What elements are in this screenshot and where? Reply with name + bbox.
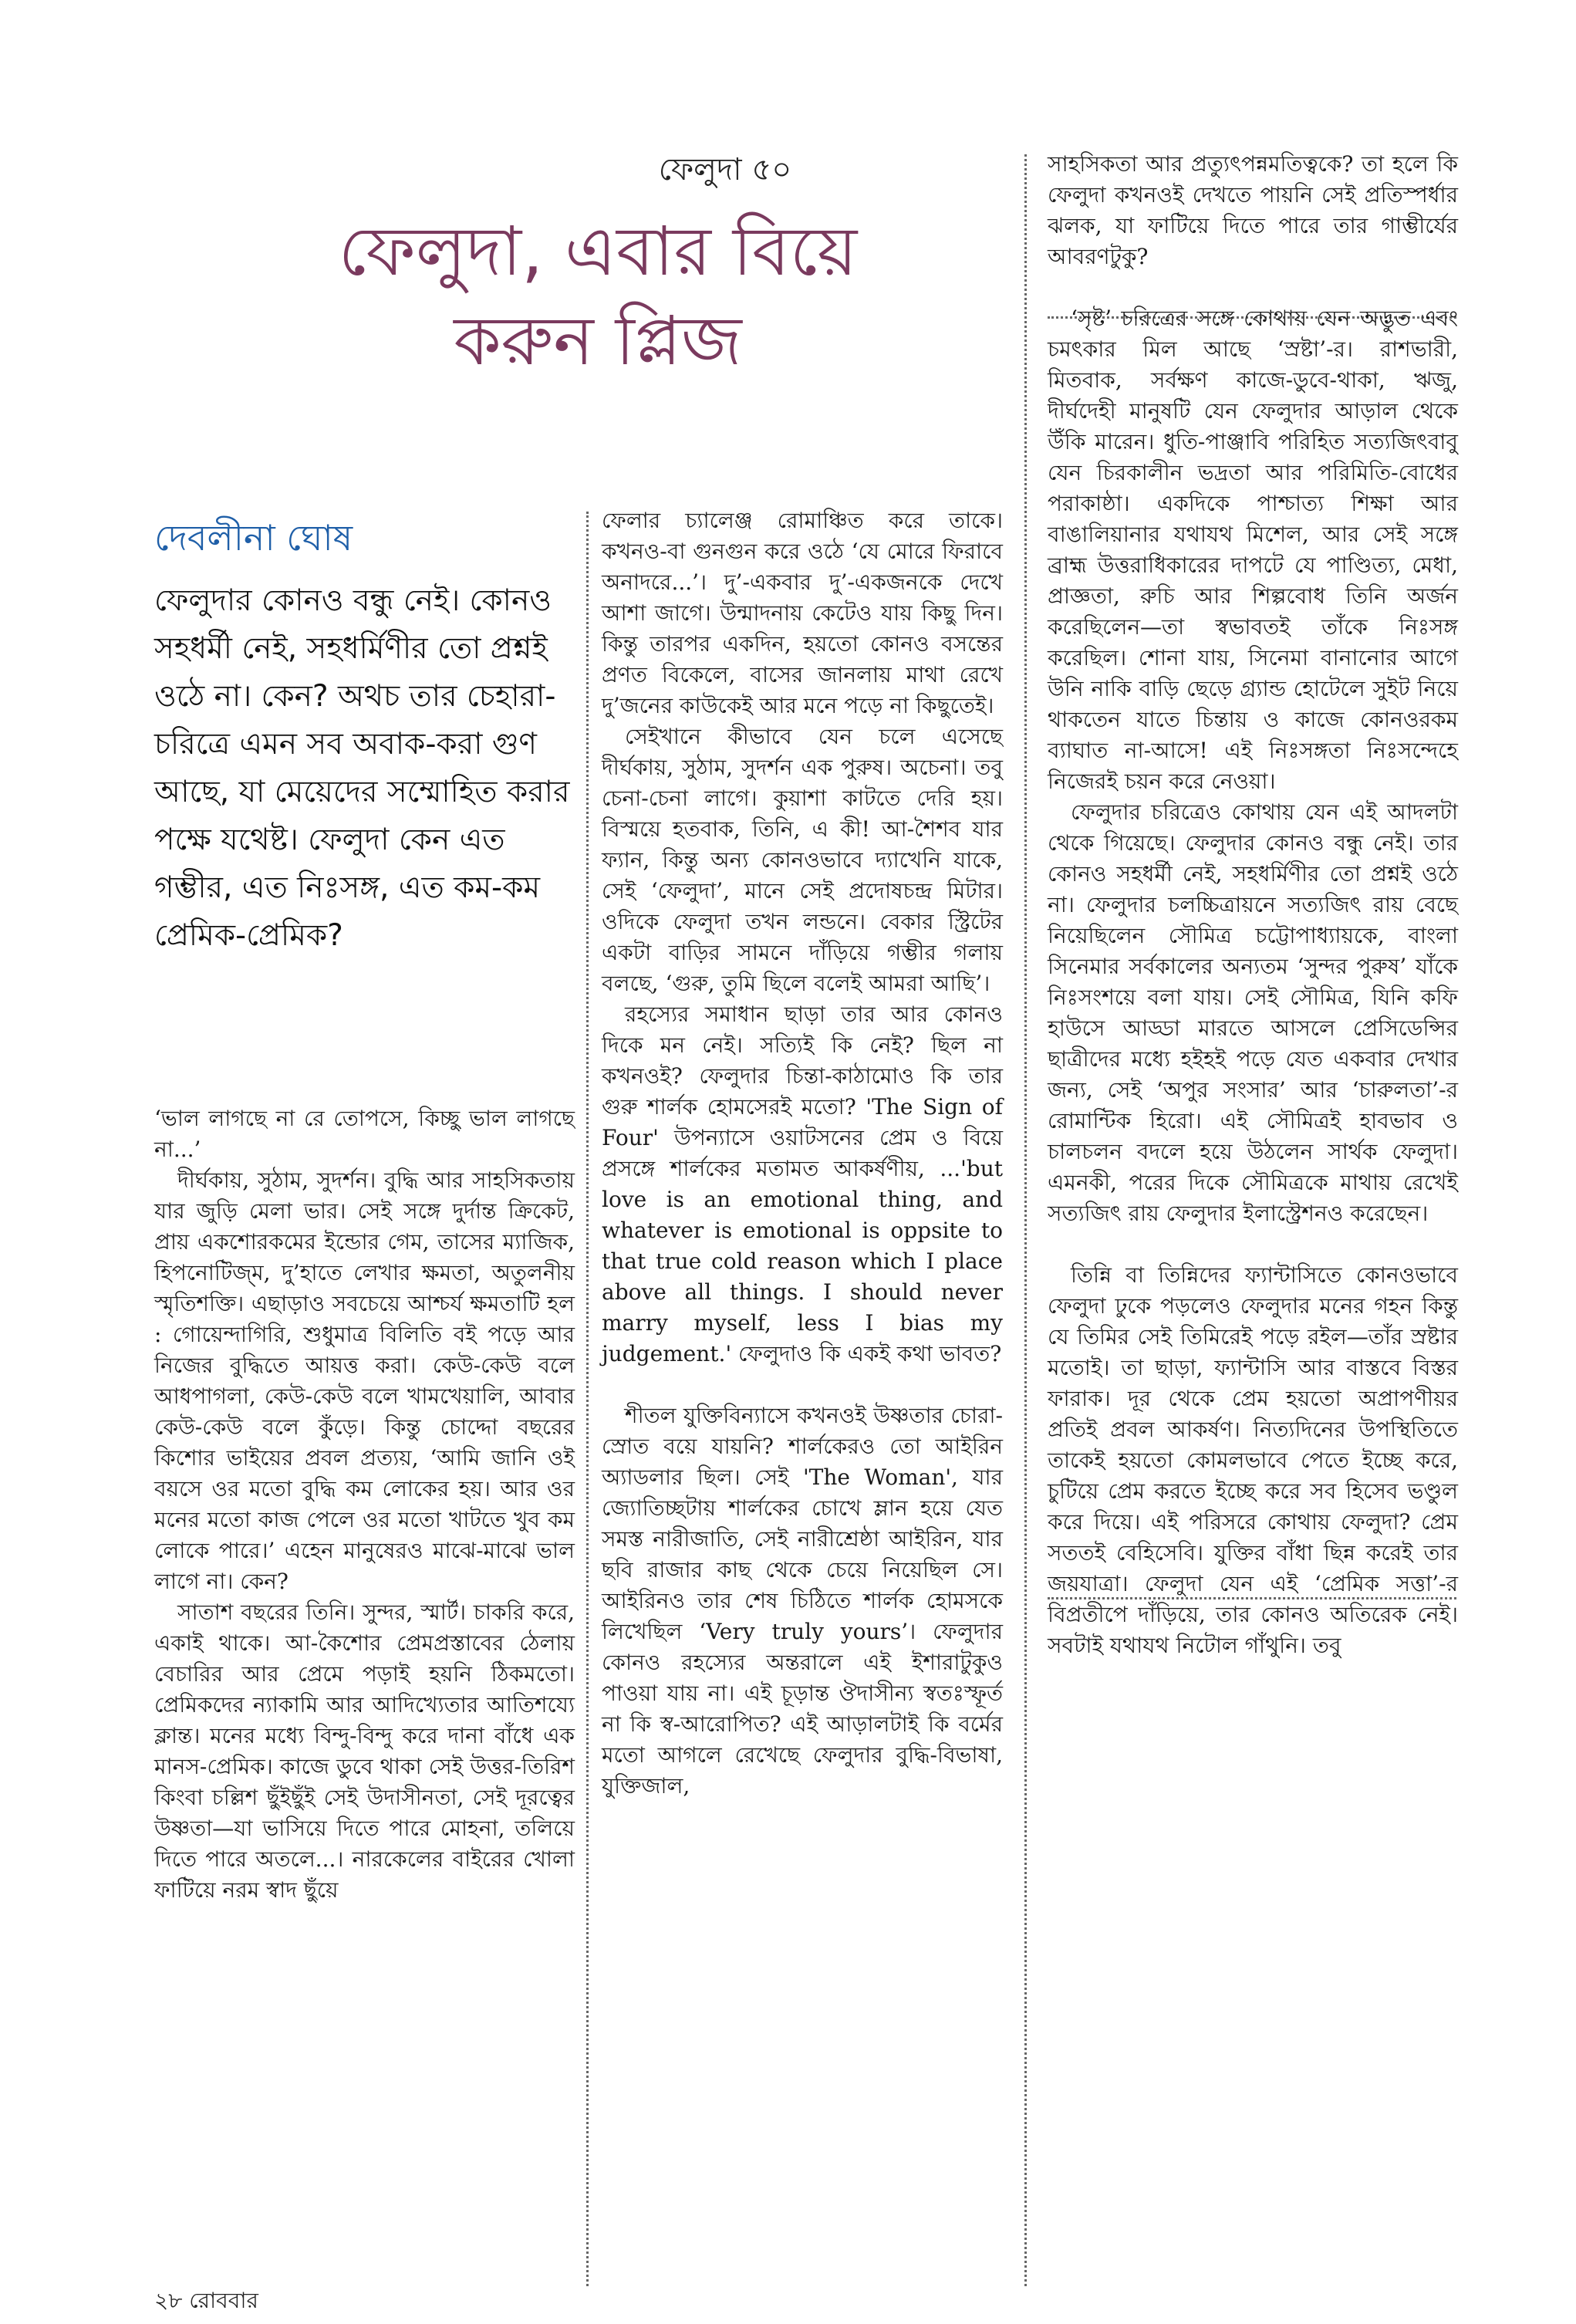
body-column-2 bbox=[602, 505, 1003, 1802]
body-column-3 bbox=[1048, 149, 1458, 1661]
paragraph: ‘ভাল লাগছে না রে তোপসে, কিচ্ছু ভাল লাগছে না...’ bbox=[154, 1106, 575, 1162]
paragraph: শীতল যুক্তিবিন্যাসে কখনওই উষ্ণতার চোরা-স্রোত বয়ে যায়নি? শার্লকেরও তো আইরিন অ্যাডলার ছিল। সেই 'The Woman', যার জ্যোতিচ্ছটায় শার্লকের চোখে ম্লান হয়ে যেত সমস্ত নারীজাতি, সেই নারীশ্রেষ্ঠা আইরিন, যার ছবি রাজার কাছ থেকে চেয়ে নিয়েছিল সে। আইরিনও তার শেষ চিঠিতে শার্লক হোমসকে লিখেছিল ‘Very truly yours’। ফেলুদার কোনও রহস্যের অন্তরালে এই ইশারাটুকুও পাওয়া যায় না। এই চূড়ান্ত ঔদাসীন্য স্বতঃস্ফূর্ত না কি স্ব-আরোপিত? এই আড়ালটাই কি বর্মের মতো আগলে রেখেছে ফেলুদার বুদ্ধি-বিভাষা, যুক্তিজাল, bbox=[602, 1403, 1003, 1799]
paragraph: সাতাশ বছরের তিনি। সুন্দর, স্মার্ট। চাকরি করে, একাই থাকে। আ-কৈশোর প্রেমপ্রস্তাবের ঠেলায় বেচারির আর প্রেমে পড়াই হয়নি ঠিকমতো। প্রেমিকদের ন্যাকামি আর আদিখ্যেতার আতিশয্যে ক্লান্ত। মনের মধ্যে বিন্দু-বিন্দু করে দানা বাঁধে এক মানস-প্রেমিক। কাজে ডুবে থাকা সেই উত্তর-তিরিশ কিংবা চল্লিশ ছুঁইছুঁই সেই উদাসীনতা, সেই দূরত্বের উষ্ণতা—যা ভাসিয়ে দিতে পারে মোহনা, তলিয়ে দিতে পারে অতলে...। নারকেলের বাইরের খোলা ফাটিয়ে নরম স্বাদ ছুঁয়ে bbox=[154, 1599, 575, 1903]
paragraph: দীর্ঘকায়, সুঠাম, সুদর্শন। বুদ্ধি আর সাহসিকতায় যার জুড়ি মেলা ভার। সেই সঙ্গে দুর্দান্ত ক্রিকেট, প্রায় একশোরকমের ইন্ডোর গেম, তাসের ম্যাজিক, হিপনোটিজ্‌ম, দু’হাতে লেখার ক্ষমতা, অতুলনীয় স্মৃতিশক্তি। এছাড়াও সবচেয়ে আশ্চর্য ক্ষমতাটি হল : গোয়েন্দাগিরি, শুধুমাত্র বিলিতি বই পড়ে আর নিজের বুদ্ধিতে আয়ত্ত করা। কেউ-কেউ বলে আধপাগলা, কেউ-কেউ বলে খামখেয়ালি, আবার কেউ-কেউ বলে কুঁড়ে। কিন্তু চোদ্দো বছরের কিশোর ভাইয়ের প্রবল প্রত্যয়, ‘আমি জানি ওই বয়সে ওর মতো বুদ্ধি কম লোকের হয়। আর ওর মনের মতো কাজ পেলে ওর মতো খাটতে খুব কম লোকে পারে।’ এহেন মানুষেরও মাঝে-মাঝে ভাল লাগে না। কেন? bbox=[154, 1167, 575, 1594]
paragraph: রহস্যের সমাধান ছাড়া তার আর কোনও দিকে মন নেই। সত্যিই কি নেই? ছিল না কখনওই? ফেলুদার চিন্তা-কাঠামোও কি তার গুরু শার্লক হোমসেরই মতো? 'The Sign of Four' উপন্যাসে ওয়াটসনের প্রেম ও বিয়ে প্রসঙ্গে শার্লকের মতামত আকর্ষণীয়, ...'but love is an emotional thing, and whatever is emotional is oppsite to that true cold reason which I place above all things. I should never marry myself, less I bias my judgement.' ফেলুদাও কি একই কথা ভাবত? bbox=[602, 1002, 1003, 1366]
paragraph: সাহসিকতা আর প্রত্যুৎপন্নমতিত্বকে? তা হলে কি ফেলুদা কখনওই দেখতে পায়নি সেই প্রতিস্পর্ধার ঝলক, যা ফাটিয়ে দিতে পারে তার গাম্ভীর্যের আবরণটুকু? bbox=[1048, 151, 1458, 269]
body-column-1 bbox=[154, 1103, 575, 1906]
article-title bbox=[208, 207, 987, 386]
paragraph: ফেলুদার চরিত্রেও কোথায় যেন এই আদলটা থেকে গিয়েছে। ফেলুদার কোনও বন্ধু নেই। তার কোনও সহধর্মী নেই, সহধর্মিণীর তো প্রশ্নই ওঠে না। ফেলুদার চলচ্চিত্রায়নে সত্যজিৎ রায় বেছে নিয়েছিলেন সৌমিত্র চট্টোপাধ্যায়কে, বাংলা সিনেমার সর্বকালের অন্যতম ‘সুন্দর পুরুষ’ যাঁকে নিঃসংশয়ে বলা যায়। সেই সৌমিত্র, যিনি কফি হাউসে আড্ডা মারতে আসলে প্রেসিডেন্সির ছাত্রীদের মধ্যে হইহই পড়ে যেত একবার দেখার জন্য, সেই ‘অপুর সংসার’ আর ‘চারুলতা’-র রোমান্টিক হিরো। এই সৌমিত্রই হাবভাব ও চালচলন বদলে হয়ে উঠলেন সার্থক ফেলুদা। এমনকী, পরের দিকে সৌমিত্রকে মাথায় রেখেই সত্যজিৎ রায় ফেলুদার ইলাস্ট্রেশনও করেছেন। bbox=[1048, 799, 1458, 1226]
paragraph: তিন্নি বা তিন্নিদের ফ্যান্টাসিতে কোনওভাবে ফেলুদা ঢুকে পড়লেও ফেলুদার মনের গহন কিন্তু যে তিমির সেই তিমিরেই পড়ে রইল—তাঁর স্রষ্টার মতোই। তা ছাড়া, ফ্যান্টাসি আর বাস্তবে বিস্তর ফারাক। দূর থেকে প্রেম হয়তো অপ্রাপণীয়র প্রতিই প্রবল আকর্ষণ। নিত্যদিনের উপস্থিতিতে তাকেই হয়তো কোমলভাবে পেতে ইচ্ছে করে, চুটিয়ে প্রেম করতে ইচ্ছে করে সব হিসেব ভণ্ডুল করে দিয়ে। এই পরিসরে কোথায় ফেলুদা? প্রেম সততই বেহিসেবি। যুক্তির বাঁধা ছিন্ন করেই তার জয়যাত্রা। ফেলুদা যেন এই ‘প্রেমিক সত্তা’-র বিপ্রতীপে দাঁড়িয়ে, তার কোনও অতিরেক নেই। সবটাই যথাযথ নিটোল গাঁথুনি। তবু bbox=[1048, 1262, 1459, 1658]
title-line-2: করুন প্লিজ bbox=[454, 301, 742, 380]
paragraph: ফেলার চ্যালেঞ্জ রোমাঞ্চিত করে তাকে। কখনও-বা গুনগুন করে ওঠে ‘যে মোরে ফিরাবে অনাদরে...’। দু’-একবার দু’-একজনকে দেখে আশা জাগে। উন্মাদনায় কেটেও যায় কিছু দিন। কিন্তু তারপর একদিন, হয়তো কোনও বসন্তের প্রণত বিকেলে, বাসের জানলায় মাথা রেখে দু’জনের কাউকেই আর মনে পড়ে না কিছুতেই। bbox=[602, 508, 1003, 718]
author-byline: দেবলীনা ঘোষ bbox=[154, 517, 353, 559]
title-line-1: ফেলুদা, এবার বিয়ে bbox=[338, 211, 858, 291]
section-kicker: ফেলুদা ৫০ bbox=[658, 152, 792, 187]
column-divider-2 bbox=[1024, 154, 1027, 2286]
paragraph: ‘সৃষ্ট’ চরিত্রের সঙ্গে কোথায় যেন অদ্ভুত এবং চমৎকার মিল আছে ‘স্রষ্টা’-র। রাশভারী, মিতবাক, সর্বক্ষণ কাজে-ডুবে-থাকা, ঋজু, দীর্ঘদেহী মানুষটি যেন ফেলুদার আড়াল থেকে উঁকি মারেন। ধুতি-পাঞ্জাবি পরিহিত সত্যজিৎবাবু যেন চিরকালীন ভদ্রতা আর পরিমিতি-বোধের পরাকাষ্ঠা। একদিকে পাশ্চাত্য শিক্ষা আর বাঙালিয়ানার যথাযথ মিশেল, আর সেই সঙ্গে ব্রাহ্ম উত্তরাধিকারের দাপটে যে পাণ্ডিত্য, মেধা, প্রাজ্ঞতা, রুচি আর শিল্পবোধ তিনি অর্জন করেছিলেন—তা স্বভাবতই তাঁকে নিঃসঙ্গ করেছিল। শোনা যায়, সিনেমা বানানোর আগে উনি নাকি বাড়ি ছেড়ে গ্র্যান্ড হোটেলে সুইট নিয়ে থাকতেন যাতে চিন্তায় ও কাজে কোনওরকম ব্যাঘাত না-আসে! এই নিঃসঙ্গতা নিঃসন্দেহে নিজেরই চয়ন করে নেওয়া। bbox=[1048, 306, 1458, 794]
column-divider-1 bbox=[586, 512, 589, 2286]
page-folio: ২৮ রোববার bbox=[154, 2288, 258, 2313]
paragraph: সেইখানে কীভাবে যেন চলে এসেছে দীর্ঘকায়, সুঠাম, সুদর্শন এক পুরুষ। অচেনা। তবু চেনা-চেনা লাগে। কুয়াশা কাটতে দেরি হয়। বিস্ময়ে হতবাক, তিনি, এ কী! আ-শৈশব যার ফ্যান, কিন্তু অন্য কোনওভাবে দ্যাখেনি যাকে, সেই ‘ফেলুদা’, মানে সেই প্রদোষচন্দ্র মিটার। ওদিকে ফেলুদা তখন লন্ডনে। বেকার স্ট্রিটের একটা বাড়ির সামনে দাঁড়িয়ে গম্ভীর গলায় বলছে, ‘গুরু, তুমি ছিলে বলেই আমরা আছি’। bbox=[602, 724, 1003, 996]
intro-standfirst: ফেলুদার কোনও বন্ধু নেই। কোনও সহধর্মী নেই, সহধর্মিণীর তো প্রশ্নই ওঠে না। কেন? অথচ তার চেহারা-চরিত্রে এমন সব অবাক-করা গুণ আছে, যা মেয়েদের সম্মোহিত করার পক্ষে যথেষ্ট। ফেলুদা কেন এত গম্ভীর, এত নিঃসঙ্গ, এত কম-কম প্রেমিক-প্রেমিক? bbox=[154, 583, 570, 953]
